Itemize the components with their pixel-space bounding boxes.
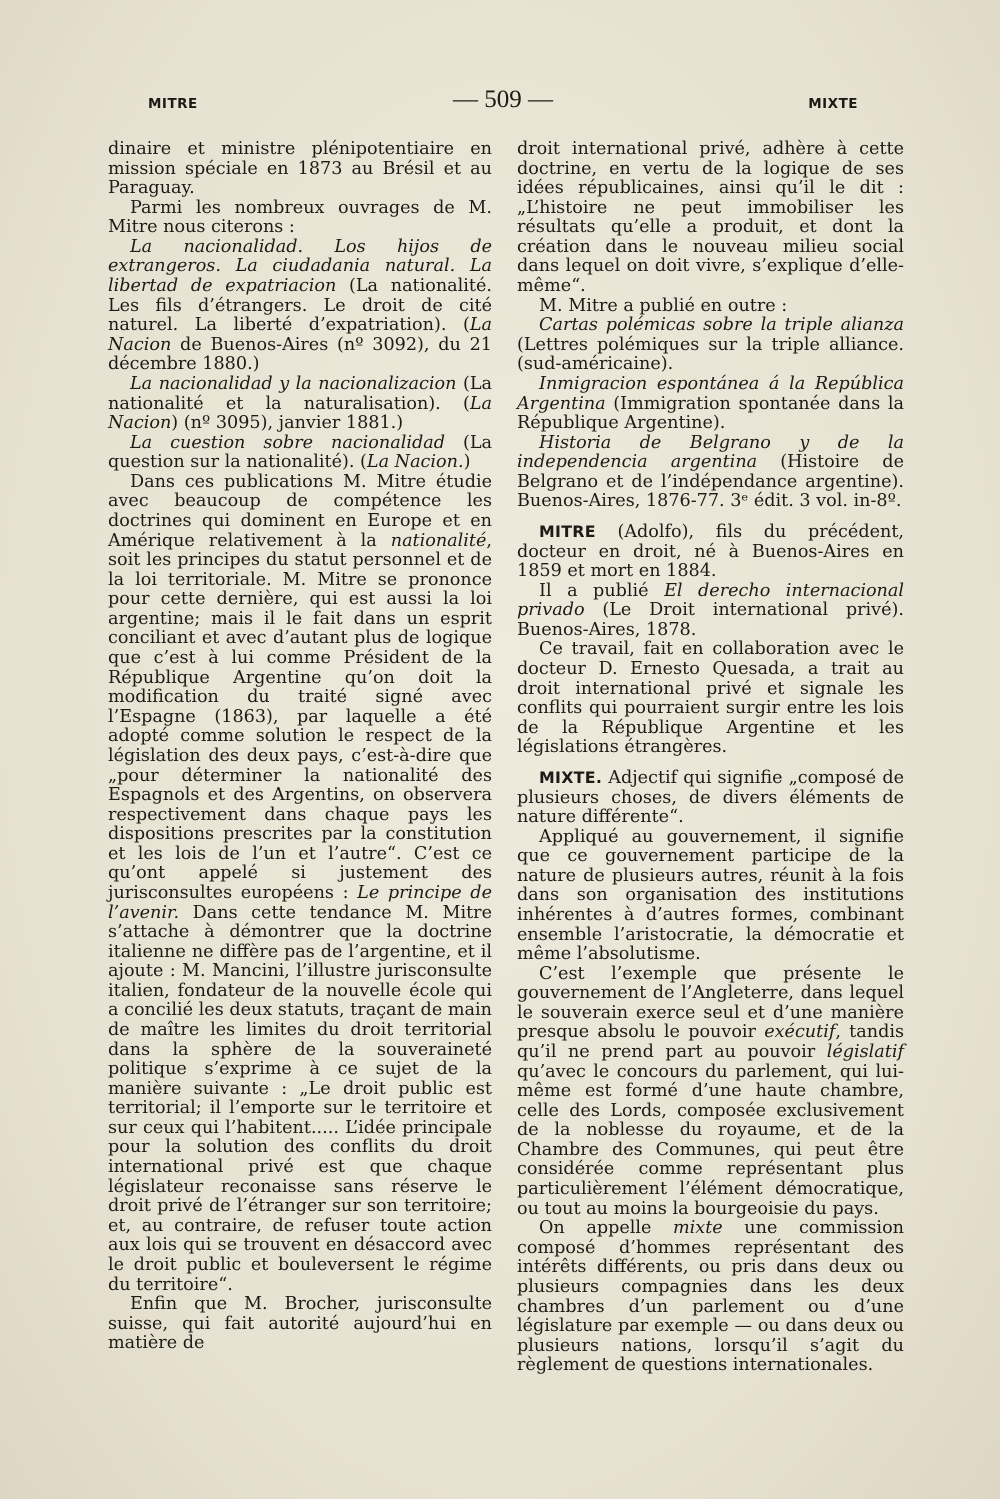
left-text-column [108, 140, 492, 1354]
paragraph [108, 473, 492, 1295]
text-run: (Le Droit international privé). Buenos-Aires, 1878. [517, 600, 904, 640]
italic-title: mixte [673, 1218, 723, 1239]
text-run: Ce travail, fait en collaboration avec le docteur D. Ernesto Quesada, a trait au droit international privé et signale les conflits qui pourraient surgir entre les lois de la République Argentine et les législations étrangères. [517, 639, 904, 758]
paragraph [108, 238, 492, 375]
text-run: , tandis qu’il ne prend part au pouvoir [517, 1022, 904, 1063]
text-run: (Adolfo), fils du précédent, docteur en droit, né à Buenos-Aires en 1859 et mort en 1884. [517, 521, 904, 582]
italic-title: Cartas polémicas sobre la triple alianza [539, 315, 904, 336]
paragraph [517, 965, 904, 1220]
paragraph [108, 375, 492, 434]
italic-title: La Nacion. [366, 452, 464, 473]
running-header [108, 86, 898, 120]
text-run: (La nationalité et la naturalisation). ( [108, 373, 492, 414]
page-number: — 509 — [453, 86, 553, 113]
text-run: ) [463, 452, 471, 473]
paragraph [108, 434, 492, 473]
paragraph [108, 140, 492, 199]
italic-title: exécutif [764, 1022, 836, 1043]
text-run: Enfin que M. Brocher, jurisconsulte suisse, qui fait autorité aujourd’hui en matière de [108, 1294, 492, 1354]
italic-title: La nacionalidad y la nacionalizacion [130, 373, 457, 394]
paragraph [517, 316, 904, 375]
text-run: Adjectif qui signifie „composé de plusieurs choses, de divers éléments de nature différente“. [517, 767, 904, 828]
text-run: Parmi les nombreux ouvrages de M. Mitre nous citerons : [108, 197, 492, 238]
italic-title: La Nacion [108, 315, 492, 355]
text-run: (Histoire de Belgrano et de l’indépendance argentine). Buenos-Aires, 1876-77. 3ᵉ édit. 3 vol. in-8º. [517, 452, 904, 512]
paragraph [517, 297, 904, 317]
italic-title: Inmigracion espontánea á la República Argentina [517, 373, 904, 414]
text-run: Dans ces publications M. Mitre étudie avec beaucoup de compétence les doctrines qui dominent en Europe et en Amérique relativement à la [108, 471, 492, 551]
text-run: dinaire et ministre plénipotentiaire en mission spéciale en 1873 au Brésil et au Paraguay. [108, 139, 492, 199]
paragraph [108, 1295, 492, 1354]
entry-headword: MIXTE. [539, 767, 603, 787]
paragraph [517, 828, 904, 965]
paragraph [517, 582, 904, 641]
italic-title: La cuestion sobre nacionalidad [130, 432, 445, 453]
text-run: On appelle [539, 1218, 673, 1239]
text-run: (La question sur la nationalité). ( [108, 432, 492, 473]
italic-title: nationalité [390, 530, 487, 551]
text-run: qu’avec le concours du parlement, qui lui-même est formé d’une haute chambre, celle des Lords, composée exclusivement de la noblesse du royaume, et de la Chambre des Communes, qui peut être considérée comme représentant plus particulièrement l’élément démocratique, ou tout au moins la bourgeoisie du pays. [517, 1061, 904, 1219]
text-run: de Buenos-Aires (nº 3092), du 21 décembre 1880.) [108, 334, 492, 375]
text-run: (Immigration spontanée dans la République Argentine). [517, 393, 904, 434]
paragraph [108, 199, 492, 238]
header-right-word: MIXTE [808, 96, 858, 112]
text-run: ) (nº 3095), janvier 1881.) [171, 413, 404, 434]
paragraph [517, 140, 904, 297]
text-run: C’est l’exemple que présente le gouvernement de l’Angleterre, dans lequel le souverain exerce seul et d’une manière presque absolu le pouvoir [517, 963, 904, 1043]
italic-title: législatif [826, 1042, 904, 1063]
paragraph [517, 640, 904, 757]
italic-title: La nacionalidad. Los hijos de extrangeros. La ciudadania natural. La libertad de expatriacion [108, 236, 492, 297]
paragraph [517, 1219, 904, 1376]
text-run: (Lettres polémiques sur la triple alliance. (sud-américaine). [517, 334, 904, 375]
italic-title: Historia de Belgrano y de la independencia argentina [517, 432, 904, 473]
paragraph [517, 375, 904, 434]
entry-headword: MITRE [539, 521, 596, 541]
text-run: Il a publié [539, 580, 665, 601]
paragraph [517, 434, 904, 512]
text-run: une commission composé d’hommes représentant des intérêts différents, ou pris dans deux ou plusieurs compagnies dans les deux chambres d’un parlement ou d’une législature par exemple — ou dans deux ou plusieurs nations, lorsqu’il s’agit du règlement de questions internationales. [517, 1218, 904, 1376]
italic-title: Le principe de l’avenir. [108, 882, 492, 923]
header-left-word: MITRE [148, 96, 198, 112]
text-run: Dans cette tendance M. Mitre s’attache à démontrer que la doctrine italienne ne diffère pas de l’argentine, et il ajoute : M. Mancini, l’illustre jurisconsulte italien, fondateur de la nouvelle école qui a concilié les deux statuts, traçant de main de maître les limites du droit territorial dans la sphère de la souveraineté politique s’exprime à ce sujet de la manière suivante : „Le droit public est territorial; il l’emporte sur le territoire et sur ceux qui l’habitent..... L’idée principale pour la solution des conflits du droit international privé est que chaque législateur reconaisse sans réserve le droit privé de l’étranger sur son territoire; et, au contraire, de refuser toute action aux lois qui se trouvent en désaccord avec le droit public et bouleversent le régime du territoire“. [108, 902, 492, 1295]
paragraph [517, 768, 904, 828]
italic-title: La Nacion [108, 393, 492, 434]
right-text-column [517, 140, 904, 1376]
text-run: M. Mitre a publié en outre : [539, 295, 788, 316]
paragraph [517, 522, 904, 582]
text-run: droit international privé, adhère à cette doctrine, en vertu de la logique de ses idées républicaines, ainsi qu’il le dit : „L’histoire ne peut immobiliser les résultats qu’elle a produit, et dont la création dans le nouveau milieu social dans lequel on doit vivre, s’explique d’elle-même“. [517, 139, 904, 297]
text-run: , soit les principes du statut personnel et de la loi territoriale. M. Mitre se prononce pour cette dernière, qui est aussi la loi argentine; mais il le fait dans un esprit conciliant et avec d’autant plus de logique que c’est à lui comme Président de la République Argentine qu’on doit la modification du traité signé avec l’Espagne (1863), par laquelle a été adopté comme solution le respect de la législation des deux pays, c’est-à-dire que „pour déterminer la nationalité des Espagnols et des Argentins, on observera respectivement dans chaque pays les dispositions prescrites par la constitution et les lois de l’un et l’autre“. C’est ce qu’ont appelé si justement des jurisconsultes européens : [108, 530, 492, 903]
italic-title: El derecho internacional privado [517, 580, 904, 621]
text-run: (La nationalité. Les fils d’étrangers. Le droit de cité naturel. La liberté d’expatriation). ( [108, 276, 492, 336]
text-run: Appliqué au gouvernement, il signifie que ce gouvernement participe de la nature de plusieurs autres, réunit à la fois dans son organisation des institutions inhérentes à d’autres formes, combinant ensemble l’aristocratie, la démocratie et même l’absolutisme. [517, 826, 904, 965]
